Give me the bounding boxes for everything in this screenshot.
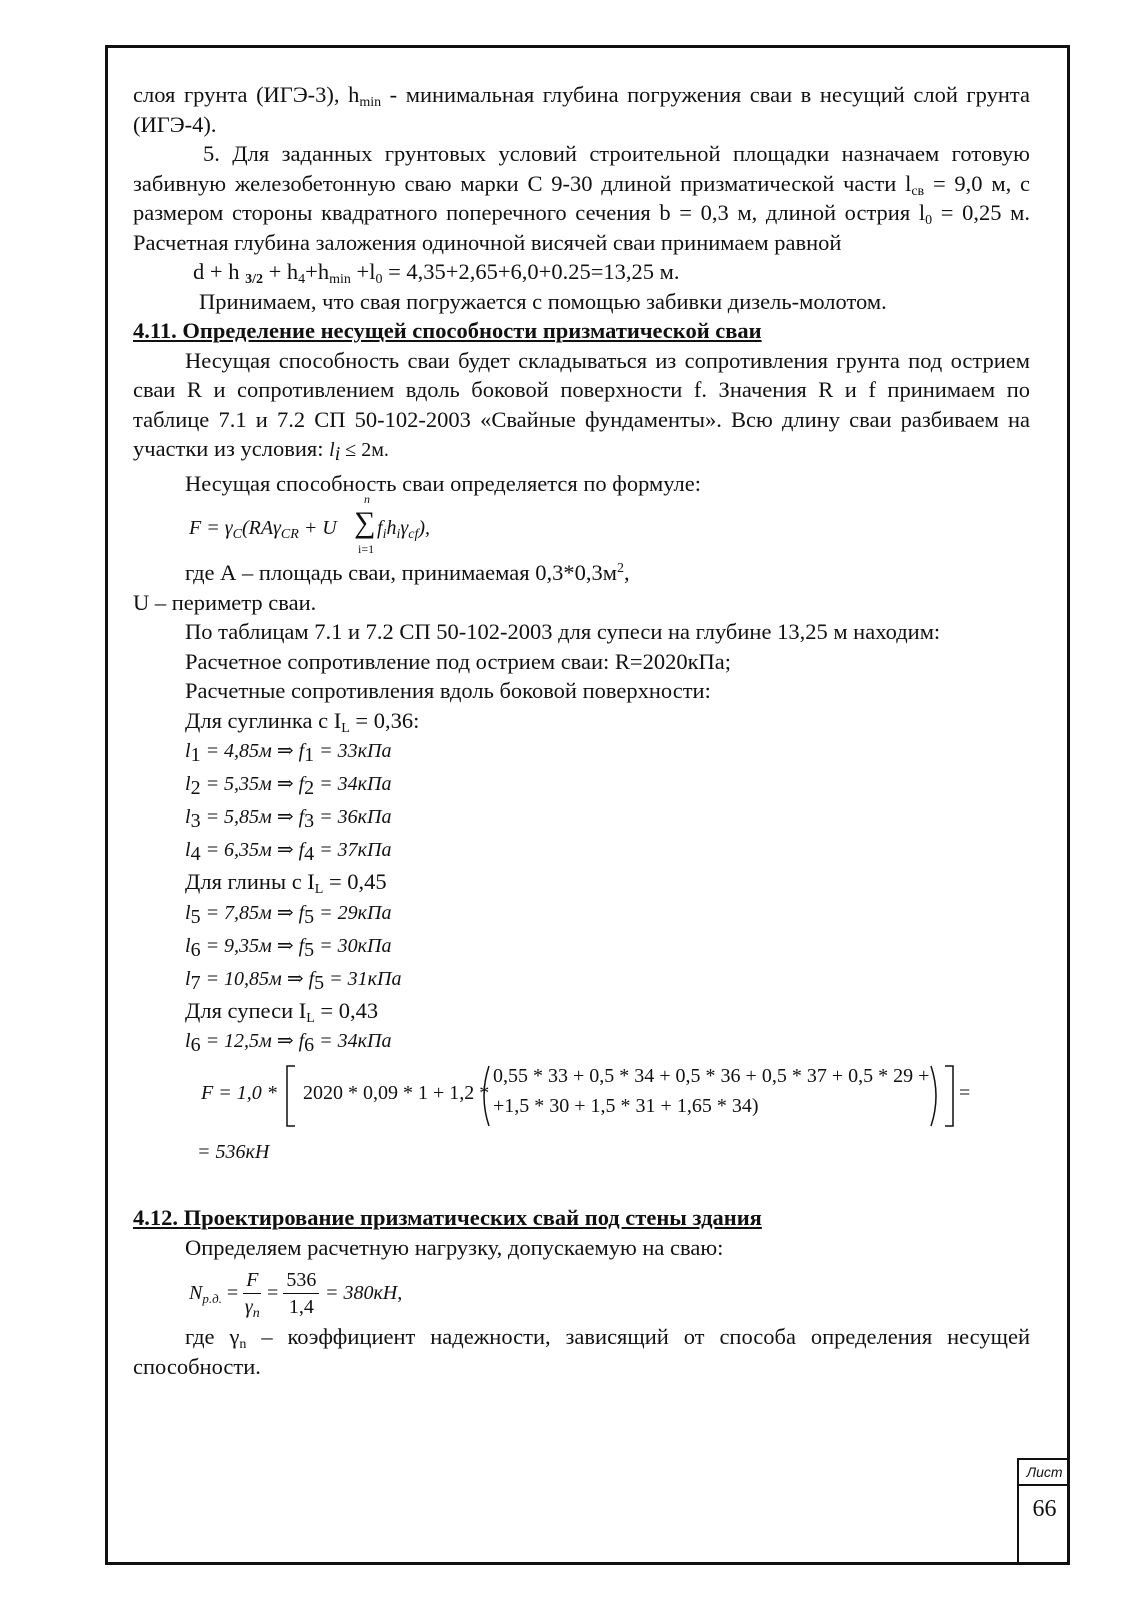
formula-summand: $f_ih_i\gamma_{cf}$), (377, 517, 431, 542)
bracket-right (941, 1064, 957, 1128)
sum-upper: n (364, 492, 370, 506)
paragraph-tip-resistance: Расчетное сопротивление под острием сваи: R=2020кПа; (185, 648, 732, 674)
label-clay: Для глины с $I_L = 0,45$ (185, 869, 387, 897)
layer-row: $l_7 = 10,85м$ ⇒ $f_5 = 31кПа$ (185, 967, 402, 994)
layer-row: $l_6 = 12,5м$ ⇒ $f_6 = 34кПа$ (185, 1030, 392, 1056)
paragraph-reliability-coefficient: где $\gamma_n$ – коэффициент надежности, зависящий от способа определения несущей способности. (133, 1324, 1030, 1379)
sheet-number: 66 (1032, 1496, 1057, 1522)
paragraph-driving-method: Принимаем, что свая погружается с помощью забивки дизель-молотом. (199, 288, 887, 314)
label-loam: Для суглинка с $I_L = 0,36$: (185, 707, 420, 736)
paren-left (477, 1064, 491, 1128)
bearing-formula (133, 492, 1030, 558)
layer-row: $l_5 = 7,85м$ ⇒ $f_5 = 29кПа$ (185, 901, 392, 928)
calc-result: = 536кН (197, 1141, 270, 1163)
load-formula: $N_{р.д.}$ = $\frac{F}{\gamma_n}$ = $\frac{536}{1,4}$ = 380кН, (189, 1269, 403, 1322)
calc-inner: 2020 * 0,09 * 1 + 1,2 * (303, 1082, 490, 1104)
layer-row: $l_6 = 9,35м$ ⇒ $f_5 = 30кПа$ (185, 934, 392, 961)
sheet-stamp (1017, 1458, 1070, 1565)
section-heading-4-11: 4.11. Определение несущей способности призматической сваи (133, 318, 762, 343)
document-body (133, 80, 1030, 1381)
paragraph-load-intro: Определяем расчетную нагрузку, допускаемую на сваю: (185, 1234, 724, 1260)
depth-equation: d + h $_{3/2} + h_4+h_{min} +l_0 = 4,35+2,65+6,0+0.25=13,25$ м. (193, 259, 680, 287)
section-heading-4-12: 4.12. Проектирование призматических свай под стены здания (133, 1205, 762, 1230)
formula-main: $F = \gamma_C(RA\gamma_{CR} + U$ (189, 517, 337, 542)
capacity-calculation (133, 1058, 1030, 1136)
fraction-f-gamma: $\frac{F}{\gamma_n}$ (244, 1269, 260, 1322)
label-sandy-loam: Для супеси $I_L = 0,43$ (185, 997, 379, 1026)
fraction-536: $\frac{536}{1,4}$ (283, 1267, 319, 1320)
paragraph-formula-intro: Несущая способность сваи определяется по формуле: (185, 470, 701, 496)
paragraph-intro: слоя грунта (ИГЭ-3), $h_{min}$ - минимальная глубина погружения сваи в несущий слой грунта (ИГЭ-4). (133, 82, 1030, 137)
paragraph-perimeter-definition: U – периметр сваи. (133, 589, 317, 615)
paragraph-bearing-intro: Несущая способность сваи будет складываться из сопротивления грунта под острием сваи R и сопротивлением вдоль боковой поверхности f. Значения R и f принимаем по таблице 7.1 и 7.2 СП 50-102-2003 «Свайные фундаменты». Всю длину сваи разбиваем на участки из условия: $l_i \le 2м$. (133, 347, 1030, 465)
paragraph-area-definition: где А – площадь сваи, принимаемая $0,3*0,3м^2$, (185, 560, 630, 585)
paragraph-side-resistance: Расчетные сопротивления вдоль боковой поверхности: (185, 678, 711, 703)
bracket-left (283, 1064, 299, 1128)
layer-row: $l_3 = 5,85м$ ⇒ $f_3 = 36кПа$ (185, 806, 392, 832)
calc-row-2: +1,5 * 30 + 1,5 * 31 + 1,65 * 34) (493, 1095, 759, 1117)
layer-row: $l_1 = 4,85м$ ⇒ $f_1 = 33кПа$ (185, 740, 392, 766)
sum-symbol: ∑ (354, 506, 376, 539)
sheet-label: Лист (1019, 1460, 1070, 1486)
sum-lower: i=1 (358, 542, 375, 556)
paragraph-pile-selection: 5. Для заданных грунтовых условий строительной площадки назначаем готовую забивную железобетонную сваю марки С 9-30 длиной призматической части $l_{св} = 9,0$ м, с размером стороны квадратного поперечного сечения b = 0,3 м, длиной острия $l_0 = 0,25$ м. Расчетная глубина заложения одиночной висячей сваи принимаем равной (133, 141, 1030, 255)
layer-row: $l_4 = 6,35м$ ⇒ $f_4 = 37кПа$ (185, 839, 392, 865)
layer-row: $l_2 = 5,35м$ ⇒ $f_2 = 34кПа$ (185, 773, 392, 799)
calc-equals: = (959, 1082, 971, 1104)
paragraph-table-lookup: По таблицам 7.1 и 7.2 СП 50-102-2003 для супеси на глубине 13,25 м находим: (185, 619, 941, 644)
calc-row-1: 0,55 * 33 + 0,5 * 34 + 0,5 * 36 + 0,5 * 37 + 0,5 * 29 + (493, 1065, 930, 1087)
calc-lhs: F = 1,0 * (201, 1082, 277, 1104)
